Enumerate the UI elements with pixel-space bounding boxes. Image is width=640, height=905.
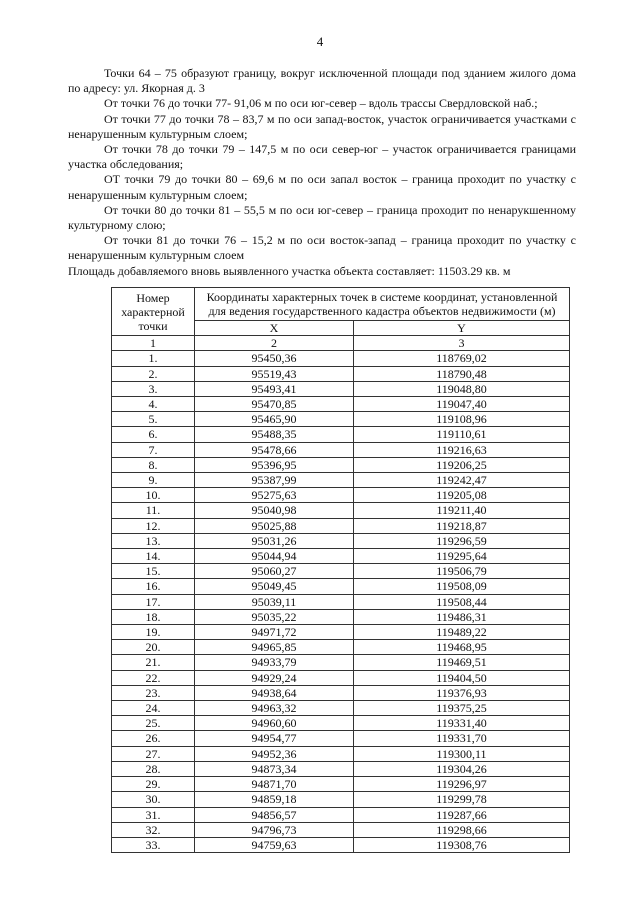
x-coordinate-cell: 95493,41: [195, 381, 354, 396]
y-coordinate-cell: 119376,93: [354, 685, 570, 700]
y-coordinate-cell: 119218,87: [354, 518, 570, 533]
x-coordinate-cell: 94952,36: [195, 746, 354, 761]
table-row: [112, 412, 570, 427]
y-coordinate-cell: 119489,22: [354, 625, 570, 640]
y-coordinate-cell: 119110,61: [354, 427, 570, 442]
table-row: [112, 609, 570, 624]
y-coordinate-cell: 119295,64: [354, 549, 570, 564]
table-row: [112, 488, 570, 503]
point-number-cell: 12.: [112, 518, 195, 533]
x-coordinate-cell: 94965,85: [195, 640, 354, 655]
y-coordinate-cell: 119206,25: [354, 457, 570, 472]
x-coordinate-cell: 95035,22: [195, 609, 354, 624]
table-row: [112, 746, 570, 761]
x-coordinate-cell: 94960,60: [195, 716, 354, 731]
point-number-cell: 6.: [112, 427, 195, 442]
y-coordinate-cell: 119468,95: [354, 640, 570, 655]
x-coordinate-cell: 95044,94: [195, 549, 354, 564]
x-coordinate-cell: 95049,45: [195, 579, 354, 594]
point-number-cell: 15.: [112, 564, 195, 579]
table-row: [112, 594, 570, 609]
header-point-number: Номер характерной точки: [112, 288, 195, 336]
y-coordinate-cell: 119506,79: [354, 564, 570, 579]
y-coordinate-cell: 119047,40: [354, 397, 570, 412]
header-coordinates: Координаты характерных точек в системе координат, установленной для ведения государственного кадастра объектов недвижимости (м): [195, 288, 570, 321]
column-number-2: 2: [195, 336, 354, 351]
y-coordinate-cell: 119296,97: [354, 777, 570, 792]
y-coordinate-cell: 119508,09: [354, 579, 570, 594]
y-coordinate-cell: 119304,26: [354, 761, 570, 776]
x-coordinate-cell: 95450,36: [195, 351, 354, 366]
table-row: [112, 670, 570, 685]
paragraph: От точки 81 до точки 76 – 15,2 м по оси восток-запад – граница проходит по участку с ненарушенным культурным слоем: [68, 233, 576, 263]
point-number-cell: 8.: [112, 457, 195, 472]
point-number-cell: 13.: [112, 533, 195, 548]
table-row: [112, 457, 570, 472]
point-number-cell: 18.: [112, 609, 195, 624]
area-statement: Площадь добавляемого вновь выявленного участка объекта составляет: 11503.29 кв. м: [68, 263, 511, 278]
x-coordinate-cell: 94871,70: [195, 777, 354, 792]
x-coordinate-cell: 95060,27: [195, 564, 354, 579]
header-x: X: [195, 321, 354, 336]
x-coordinate-cell: 95519,43: [195, 366, 354, 381]
y-coordinate-cell: 119216,63: [354, 442, 570, 457]
y-coordinate-cell: 119308,76: [354, 837, 570, 852]
x-coordinate-cell: 95275,63: [195, 488, 354, 503]
x-coordinate-cell: 94938,64: [195, 685, 354, 700]
paragraph: От точки 80 до точки 81 – 55,5 м по оси юг-север – граница проходит по ненарукшенному культурному слою;: [68, 202, 576, 233]
x-coordinate-cell: 95039,11: [195, 594, 354, 609]
x-coordinate-cell: 94971,72: [195, 625, 354, 640]
point-number-cell: 25.: [112, 716, 195, 731]
paragraph: Точки 64 – 75 образуют границу, вокруг исключенной площади под зданием жилого дома по адресу: ул. Якорная д. 3: [68, 66, 576, 96]
paragraph: От точки 77 до точки 78 – 83,7 м по оси запад-восток, участок ограничивается участками с ненарушенным культурным слоем;: [68, 111, 576, 141]
table-row: [112, 366, 570, 381]
x-coordinate-cell: 94929,24: [195, 670, 354, 685]
y-coordinate-cell: 119298,66: [354, 822, 570, 837]
x-coordinate-cell: 94933,79: [195, 655, 354, 670]
point-number-cell: 22.: [112, 670, 195, 685]
point-number-cell: 28.: [112, 761, 195, 776]
x-coordinate-cell: 95387,99: [195, 473, 354, 488]
y-coordinate-cell: 119331,70: [354, 731, 570, 746]
point-number-cell: 9.: [112, 473, 195, 488]
y-coordinate-cell: 119299,78: [354, 792, 570, 807]
point-number-cell: 10.: [112, 488, 195, 503]
table-body: [112, 351, 570, 853]
table-row: [112, 716, 570, 731]
table-row: [112, 427, 570, 442]
point-number-cell: 24.: [112, 701, 195, 716]
x-coordinate-cell: 94859,18: [195, 792, 354, 807]
y-coordinate-cell: 119048,80: [354, 381, 570, 396]
x-coordinate-cell: 95031,26: [195, 533, 354, 548]
table-row: [112, 701, 570, 716]
table-row: [112, 549, 570, 564]
table-row: [112, 761, 570, 776]
y-coordinate-cell: 119205,08: [354, 488, 570, 503]
table-row: [112, 579, 570, 594]
x-coordinate-cell: 94954,77: [195, 731, 354, 746]
y-coordinate-cell: 119287,66: [354, 807, 570, 822]
table-row: [112, 837, 570, 852]
table-row: [112, 442, 570, 457]
boundary-description: [68, 66, 576, 279]
point-number-cell: 2.: [112, 366, 195, 381]
x-coordinate-cell: 94856,57: [195, 807, 354, 822]
point-number-cell: 16.: [112, 579, 195, 594]
point-number-cell: 29.: [112, 777, 195, 792]
table-row: [112, 518, 570, 533]
column-number-3: 3: [354, 336, 570, 351]
y-coordinate-cell: 119375,25: [354, 701, 570, 716]
table-row: [112, 685, 570, 700]
point-number-cell: 3.: [112, 381, 195, 396]
point-number-cell: 27.: [112, 746, 195, 761]
x-coordinate-cell: 95025,88: [195, 518, 354, 533]
y-coordinate-cell: 119486,31: [354, 609, 570, 624]
x-coordinate-cell: 95040,98: [195, 503, 354, 518]
x-coordinate-cell: 95478,66: [195, 442, 354, 457]
table-row: [112, 655, 570, 670]
y-coordinate-cell: 119469,51: [354, 655, 570, 670]
table-row: [112, 351, 570, 366]
point-number-cell: 17.: [112, 594, 195, 609]
paragraph: ОТ точки 79 до точки 80 – 69,6 м по оси запал восток – граница проходит по участку с ненарушенным культурным слоем;: [68, 172, 576, 202]
point-number-cell: 33.: [112, 837, 195, 852]
y-coordinate-cell: 119300,11: [354, 746, 570, 761]
column-number-1: 1: [112, 336, 195, 351]
x-coordinate-cell: 95470,85: [195, 397, 354, 412]
table-row: [112, 822, 570, 837]
y-coordinate-cell: 119404,50: [354, 670, 570, 685]
y-coordinate-cell: 119108,96: [354, 412, 570, 427]
coordinates-table: [111, 287, 570, 853]
point-number-cell: 23.: [112, 685, 195, 700]
y-coordinate-cell: 118790,48: [354, 366, 570, 381]
y-coordinate-cell: 119331,40: [354, 716, 570, 731]
point-number-cell: 4.: [112, 397, 195, 412]
table-row: [112, 807, 570, 822]
point-number-cell: 20.: [112, 640, 195, 655]
table-row: [112, 640, 570, 655]
table-row: [112, 625, 570, 640]
point-number-cell: 26.: [112, 731, 195, 746]
point-number-cell: 19.: [112, 625, 195, 640]
paragraph: От точки 78 до точки 79 – 147,5 м по оси север-юг – участок ограничивается границами участка обследования;: [68, 142, 576, 172]
point-number-cell: 11.: [112, 503, 195, 518]
x-coordinate-cell: 94963,32: [195, 701, 354, 716]
point-number-cell: 21.: [112, 655, 195, 670]
point-number-cell: 30.: [112, 792, 195, 807]
table-row: [112, 503, 570, 518]
x-coordinate-cell: 94873,34: [195, 761, 354, 776]
point-number-cell: 31.: [112, 807, 195, 822]
point-number-cell: 1.: [112, 351, 195, 366]
point-number-cell: 32.: [112, 822, 195, 837]
y-coordinate-cell: 118769,02: [354, 351, 570, 366]
table-row: [112, 777, 570, 792]
table-row: [112, 381, 570, 396]
y-coordinate-cell: 119242,47: [354, 473, 570, 488]
x-coordinate-cell: 95465,90: [195, 412, 354, 427]
table-row: [112, 397, 570, 412]
page-number: 4: [316, 34, 324, 49]
table-row: [112, 792, 570, 807]
table-row: [112, 731, 570, 746]
header-y: Y: [354, 321, 570, 336]
point-number-cell: 14.: [112, 549, 195, 564]
table-row: [112, 473, 570, 488]
point-number-cell: 5.: [112, 412, 195, 427]
x-coordinate-cell: 95396,95: [195, 457, 354, 472]
y-coordinate-cell: 119296,59: [354, 533, 570, 548]
y-coordinate-cell: 119508,44: [354, 594, 570, 609]
y-coordinate-cell: 119211,40: [354, 503, 570, 518]
x-coordinate-cell: 94759,63: [195, 837, 354, 852]
point-number-cell: 7.: [112, 442, 195, 457]
x-coordinate-cell: 95488,35: [195, 427, 354, 442]
x-coordinate-cell: 94796,73: [195, 822, 354, 837]
table-row: [112, 533, 570, 548]
paragraph: От точки 76 до точки 77- 91,06 м по оси юг-север – вдоль трассы Свердловской наб.;: [104, 96, 538, 111]
table-row: [112, 564, 570, 579]
